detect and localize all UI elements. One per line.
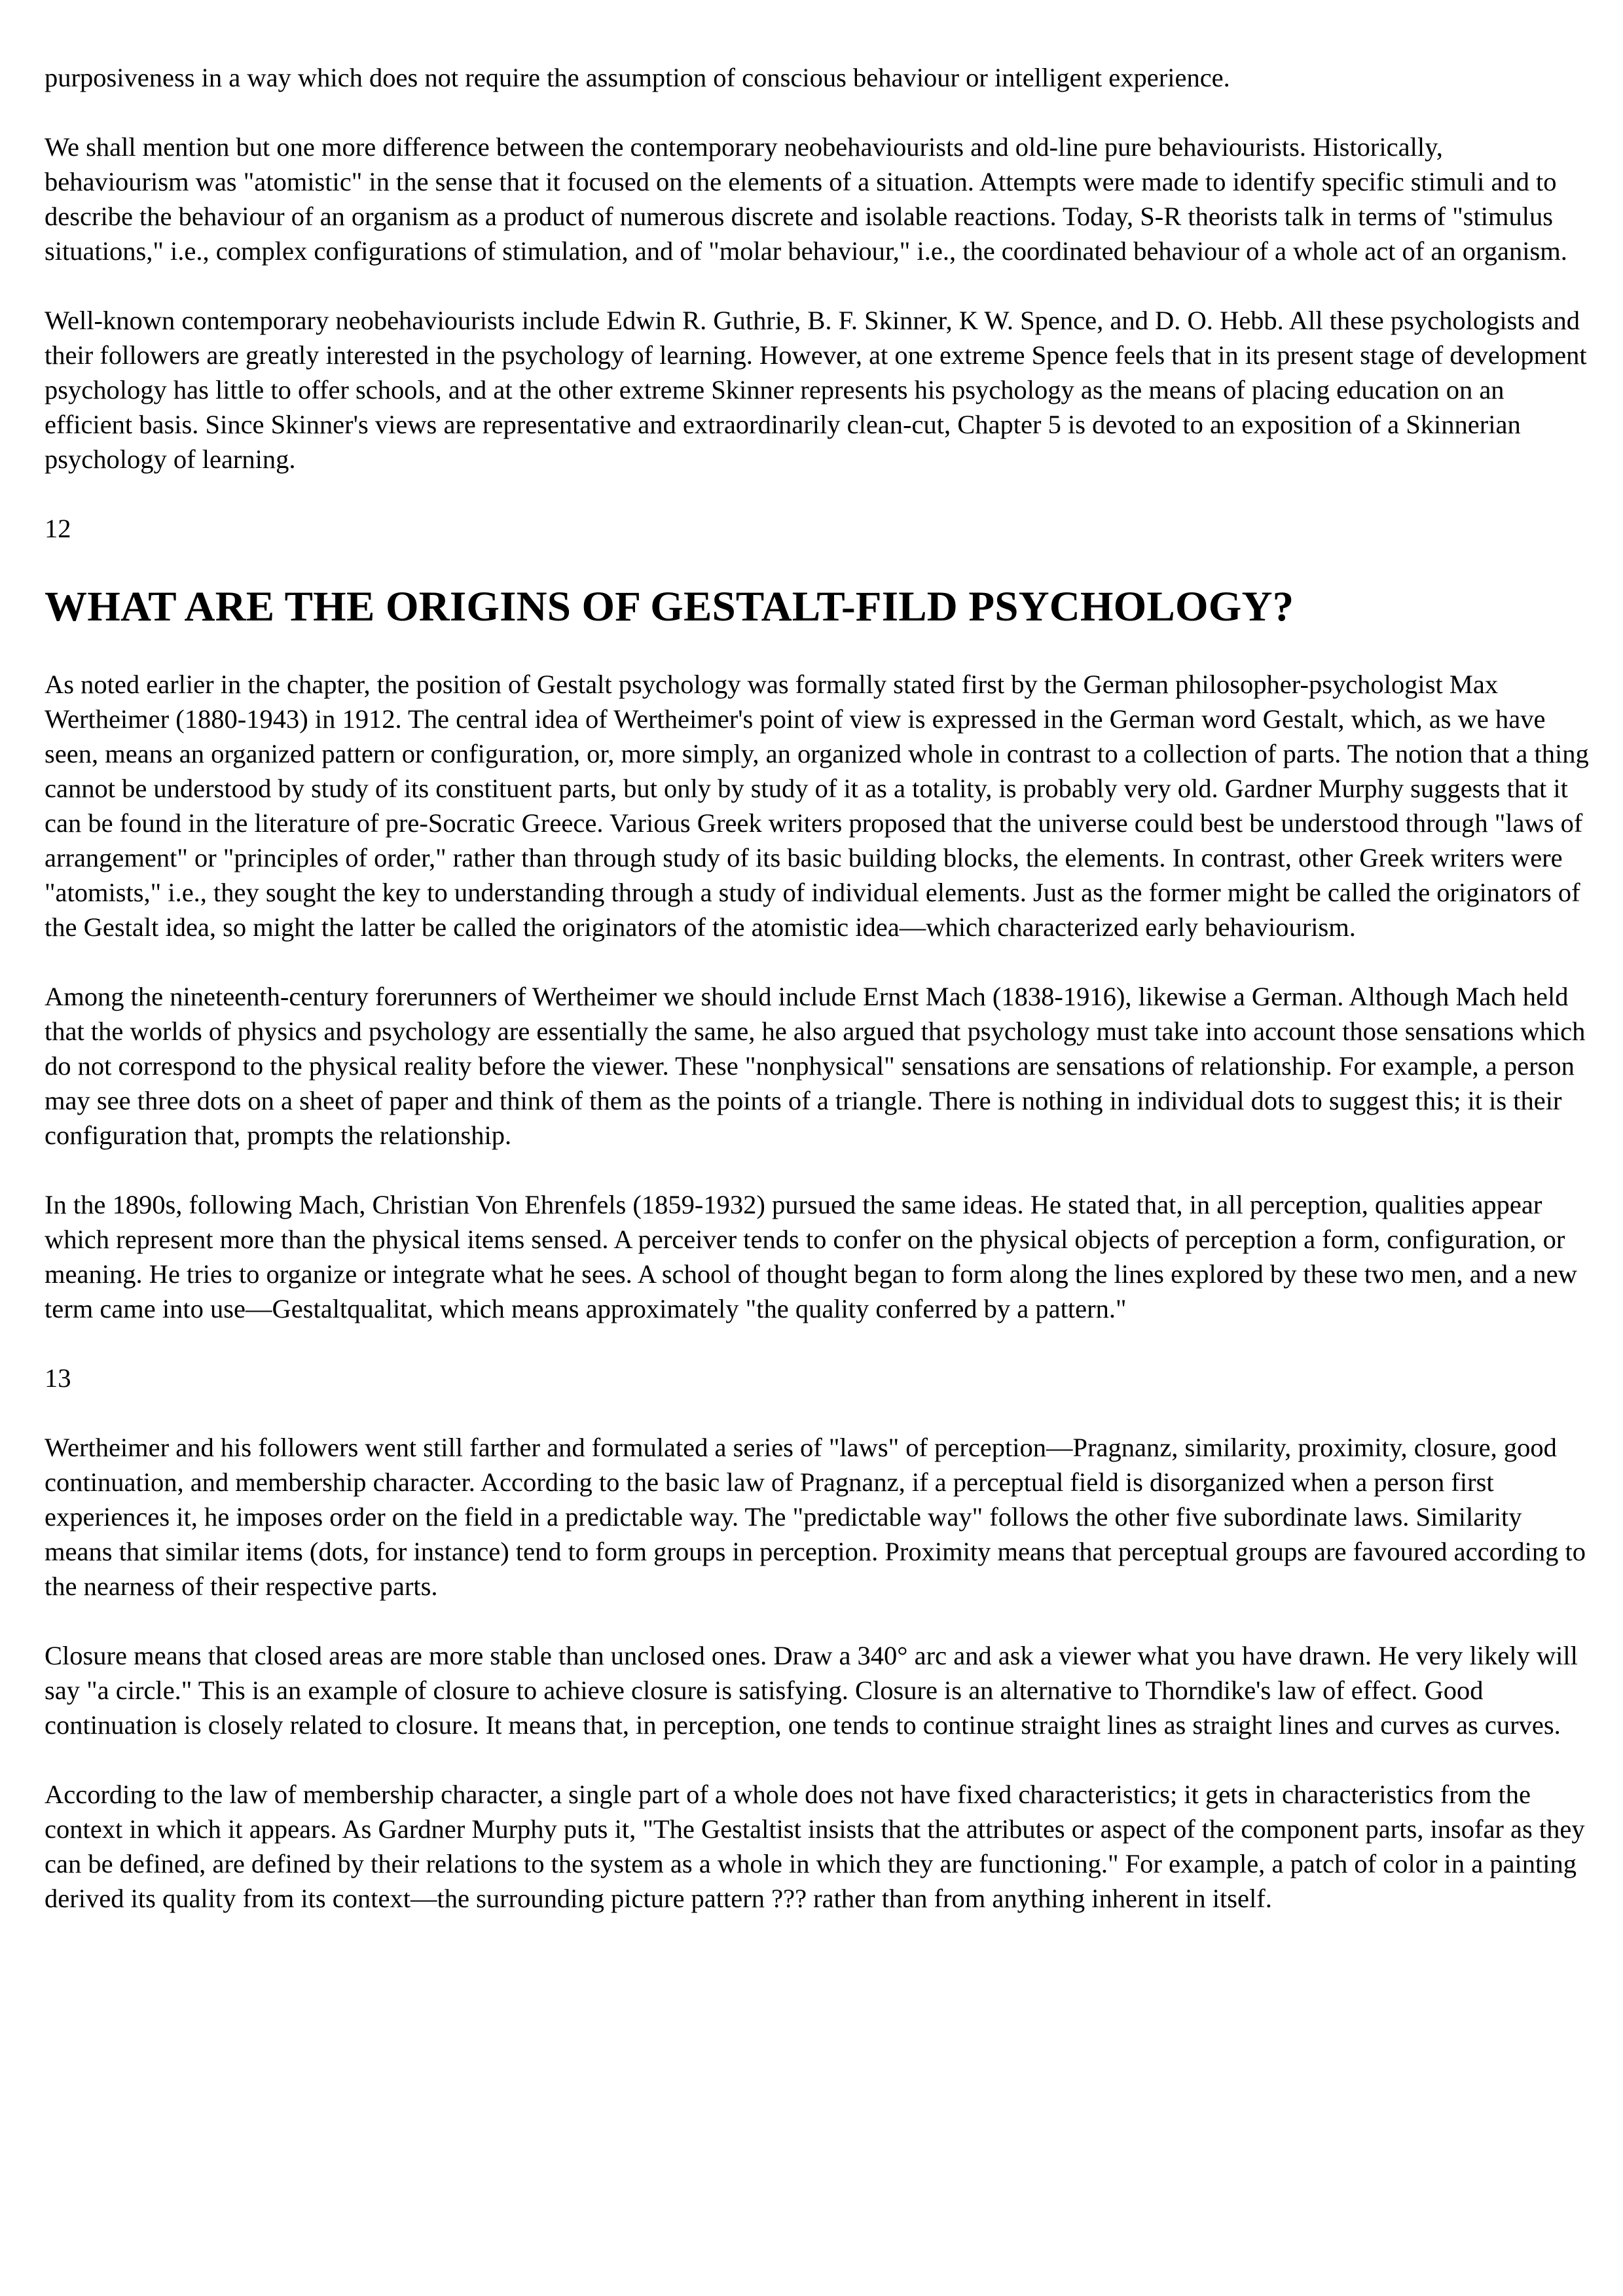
paragraph-neobehaviourists-difference: We shall mention but one more difference between the contemporary neobehaviourists and old-line pure behaviourists. Historically, behaviourism was "atomistic" in the sense that it focused on the elements of a situation. Attempts were made to identify specific stimuli and to describe the behaviour of an organism as a product of numerous discrete and isolable reactions. Today, S-R theorists talk in terms of "stimulus situations," i.e., complex configurations of stimulation, and of "molar behaviour," i.e., the coordinated behaviour of a whole act of an organism.: [45, 132, 1567, 266]
paragraph-membership-character: According to the law of membership character, a single part of a whole does not have fixed characteristics; it gets in characteristics from the context in which it appears. As Gardner Murphy puts it, "The Gestaltist insists that the attributes or aspect of the component parts, insofar as they can be defined, are defined by their relations to the system as a whole in which they are functioning." For example, a patch of color in a painting derived its quality from its context—the surrounding picture pattern ??? rather than from anything inherent in itself.: [45, 1780, 1585, 1913]
paragraph-closure: Closure means that closed areas are more stable than unclosed ones. Draw a 340° arc and ask a viewer what you have drawn. He very likely will say "a circle." This is an example of closure to achieve closure is satisfying. Closure is an alternative to Thorndike's law of effect. Good continuation is closely related to closure. It means that, in perception, one tends to continue straight lines as straight lines and curves as curves.: [45, 1641, 1578, 1740]
paragraph-purposiveness: purposiveness in a way which does not require the assumption of conscious behaviour or intelligent experience.: [45, 63, 1230, 92]
document-page: [45, 60, 1590, 1950]
paragraph-von-ehrenfels: In the 1890s, following Mach, Christian Von Ehrenfels (1859-1932) pursued the same ideas. He stated that, in all perception, qualities appear which represent more than the physical items sensed. A perceiver tends to confer on the physical objects of perception a form, configuration, or meaning. He tries to organize or integrate what he sees. A school of thought began to form along the lines explored by these two men, and a new term came into use—Gestaltqualitat, which means approximately "the quality conferred by a pattern.": [45, 1190, 1577, 1323]
paragraph-ernst-mach: Among the nineteenth-century forerunners of Wertheimer we should include Ernst Mach (1838-1916), likewise a German. Although Mach held that the worlds of physics and psychology are essentially the same, he also argued that psychology must take into account those sensations which do not correspond to the physical reality before the viewer. These "nonphysical" sensations are sensations of relationship. For example, a person may see three dots on a sheet of paper and think of them as the points of a triangle. There is nothing in individual dots to suggest this; it is their configuration that, prompts the relationship.: [45, 982, 1586, 1150]
section-heading: WHAT ARE THE ORIGINS OF GESTALT-FILD PSYCHOLOGY?: [45, 583, 1294, 630]
paragraph-well-known-neobehaviourists: Well-known contemporary neobehaviourists include Edwin R. Guthrie, B. F. Skinner, K W. Spence, and D. O. Hebb. All these psychologists and their followers are greatly interested in the psychology of learning. However, at one extreme Spence feels that in its present stage of development psychology has little to offer schools, and at the other extreme Skinner represents his psychology as the means of placing education on an efficient basis. Since Skinner's views are representative and extraordinarily clean-cut, Chapter 5 is devoted to an exposition of a Skinnerian psychology of learning.: [45, 306, 1587, 474]
page-number: 12: [45, 514, 71, 543]
paragraph-laws-of-perception: Wertheimer and his followers went still farther and formulated a series of "laws" of perception—Pragnanz, similarity, proximity, closure, good continuation, and membership character. According to the basic law of Pragnanz, if a perceptual field is disorganized when a person first experiences it, he imposes order on the field in a predictable way. The "predictable way" follows the other five subordinate laws. Similarity means that similar items (dots, for instance) tend to form groups in perception. Proximity means that perceptual groups are favoured according to the nearness of their respective parts.: [45, 1433, 1586, 1601]
paragraph-gestalt-origins: As noted earlier in the chapter, the position of Gestalt psychology was formally stated first by the German philosopher-psychologist Max Wertheimer (1880-1943) in 1912. The central idea of Wertheimer's point of view is expressed in the German word Gestalt, which, as we have seen, means an organized pattern or configuration, or, more simply, an organized whole in contrast to a collection of parts. The notion that a thing cannot be understood by study of its constituent parts, but only by study of it as a totality, is probably very old. Gardner Murphy suggests that it can be found in the literature of pre-Socratic Greece. Various Greek writers proposed that the universe could best be understood through "laws of arrangement" or "principles of order," rather than through study of its basic building blocks, the elements. In contrast, other Greek writers were "atomists," i.e., they sought the key to understanding through a study of individual elements. Just as the former might be called the originators of the Gestalt idea, so might the latter be called the originators of the atomistic idea—which characterized early behaviourism.: [45, 670, 1589, 942]
page-number: 13: [45, 1363, 71, 1393]
